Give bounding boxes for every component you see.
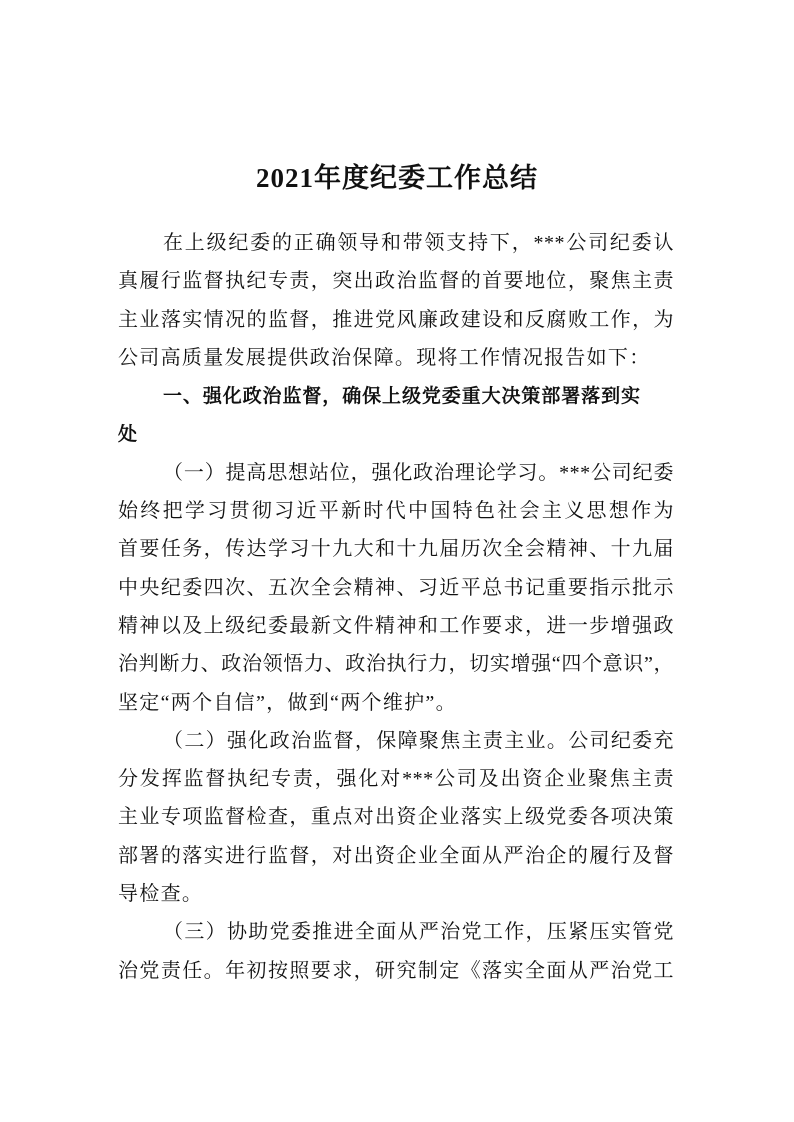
- text-line: 精神以及上级纪委最新文件精神和工作要求，进一步增强政: [118, 614, 674, 637]
- paragraph: [118, 913, 674, 990]
- document-title: 2021年度纪委工作总结: [256, 163, 538, 193]
- text-line: 一、强化政治监督，确保上级党委重大决策部署落到实: [163, 385, 640, 408]
- document-body: [118, 224, 674, 990]
- text-line: 部署的落实进行监督，对出资企业全面从严治企的履行及督: [118, 844, 674, 867]
- text-line: 主业落实情况的监督，推进党风廉政建设和反腐败工作，为: [118, 308, 674, 331]
- text-line: 始终把学习贯彻习近平新时代中国特色社会主义思想作为: [118, 500, 674, 523]
- text-line: 治判断力、政治领悟力、政治执行力，切实增强“四个意识”，: [118, 653, 674, 676]
- text-line: 公司高质量发展提供政治保障。现将工作情况报告如下：: [118, 346, 651, 369]
- text-line: （一）提高思想站位，强化政治理论学习。***公司纪委: [163, 461, 674, 484]
- text-line: 在上级纪委的正确领导和带领支持下，***公司纪委认: [163, 232, 674, 254]
- text-line: 主业专项监督检查，重点对出资企业落实上级党委各项决策: [118, 806, 674, 829]
- paragraph: [118, 722, 674, 913]
- text-line: 治党责任。年初按照要求，研究制定《落实全面从严治党工: [118, 959, 674, 982]
- text-line: 真履行监督执纪专责，突出政治监督的首要地位，聚焦主责: [118, 270, 674, 293]
- text-line: 处: [118, 423, 138, 446]
- text-line: 中央纪委四次、五次全会精神、习近平总书记重要指示批示: [118, 576, 674, 599]
- text-line: 导检查。: [118, 883, 204, 906]
- text-line: （二）强化政治监督，保障聚焦主责主业。公司纪委充: [163, 729, 674, 752]
- paragraph: [118, 224, 674, 377]
- text-line: 分发挥监督执纪专责，强化对***公司及出资企业聚焦主责: [118, 768, 674, 791]
- text-line: 首要任务，传达学习十九大和十九届历次全会精神、十九届: [118, 538, 674, 561]
- paragraph: [118, 454, 674, 722]
- text-line: 坚定“两个自信”，做到“两个维护”。: [118, 691, 457, 714]
- text-line: （三）协助党委推进全面从严治党工作，压紧压实管党: [163, 921, 674, 944]
- section-heading: [118, 377, 674, 454]
